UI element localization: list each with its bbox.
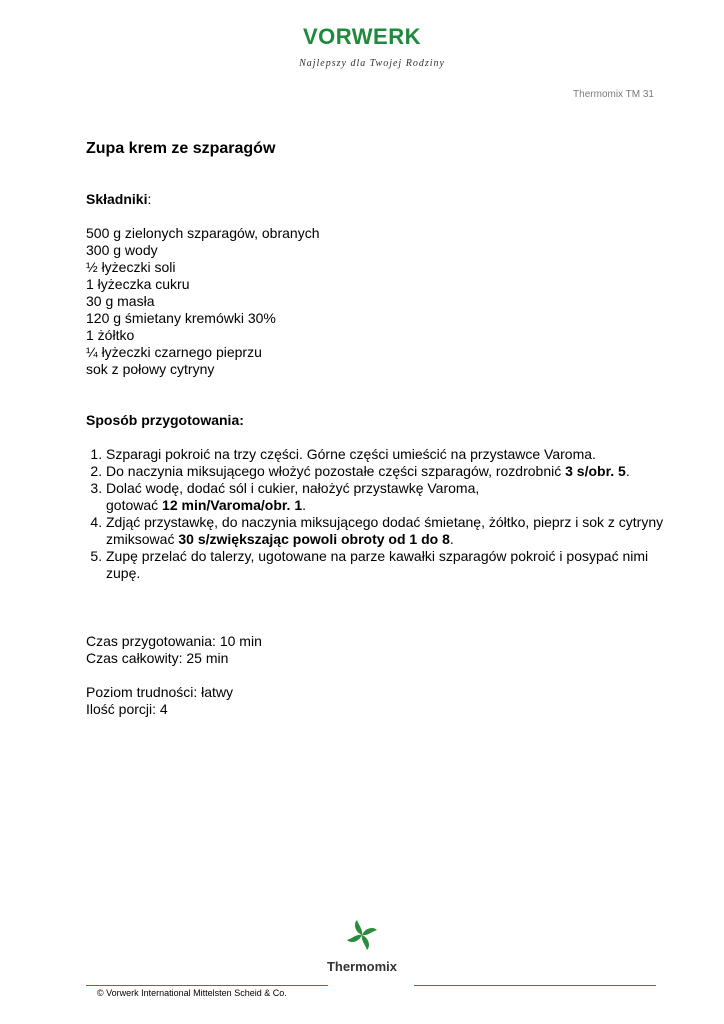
total-time: Czas całkowity: 25 min [86, 650, 229, 666]
list-item: ¼ łyżeczki czarnego pieprzu [86, 344, 262, 360]
list-item: 1 żółtko [86, 327, 135, 343]
product-name: Thermomix [326, 959, 398, 974]
recipe-title: Zupa krem ze szparagów [86, 140, 276, 157]
steps-list [86, 446, 666, 582]
difficulty: Poziom trudności: łatwy [86, 684, 234, 700]
list-item: 300 g wody [86, 242, 158, 258]
step-3: 3. Dolać wodę, dodać sól i cukier, nałożyć przystawkę Varoma, gotować 12 min/Varoma/obr. 1. [106, 480, 666, 514]
step-1: 1. Szparagi pokroić na trzy części. Górne części umieścić na przystawce Varoma. [106, 446, 666, 463]
list-item: 1 łyżeczka cukru [86, 276, 190, 292]
footer-rule-left [86, 985, 328, 986]
list-item: 120 g śmietany kremówki 30% [86, 310, 276, 326]
list-item: sok z połowy cytryny [86, 361, 215, 377]
step-4: 4. Zdjąć przystawkę, do naczynia miksującego dodać śmietanę, żółtko, pieprz i sok z cytryny zmiksować 30 s/zwiększając powoli obroty od 1 do 8. [106, 514, 666, 548]
vorwerk-logo [0, 24, 724, 69]
prep-time: Czas przygotowania: 10 min [86, 633, 262, 649]
recipe [86, 140, 666, 718]
model-label: Thermomix TM 31 [573, 89, 654, 100]
step-5: 5. Zupę przelać do talerzy, ugotowane na parze kawałki szparagów pokroić i posypać nimi zupę. [106, 548, 666, 582]
brand-tagline: Najlepszy dla Twojej Rodziny [299, 58, 445, 69]
thermomix-leaf-icon [345, 918, 379, 952]
list-item: 30 g masła [86, 293, 155, 309]
step-2: 2. Do naczynia miksującego włożyć pozostałe części szparagów, rozdrobnić 3 s/obr. 5. [106, 463, 666, 480]
footer-rule-right [414, 985, 656, 986]
list-item: 500 g zielonych szparagów, obranych [86, 225, 320, 241]
ingredients-list [86, 225, 666, 378]
brand-name: VORWERK [303, 24, 421, 49]
ingredients-heading: Składniki: [86, 191, 152, 207]
thermomix-logo [0, 918, 724, 974]
method-heading: Sposób przygotowania: [86, 412, 244, 428]
copyright: © Vorwerk International Mittelsten Scheid & Co. [97, 988, 287, 998]
servings: Ilość porcji: 4 [86, 701, 168, 717]
list-item: ½ łyżeczki soli [86, 259, 176, 275]
